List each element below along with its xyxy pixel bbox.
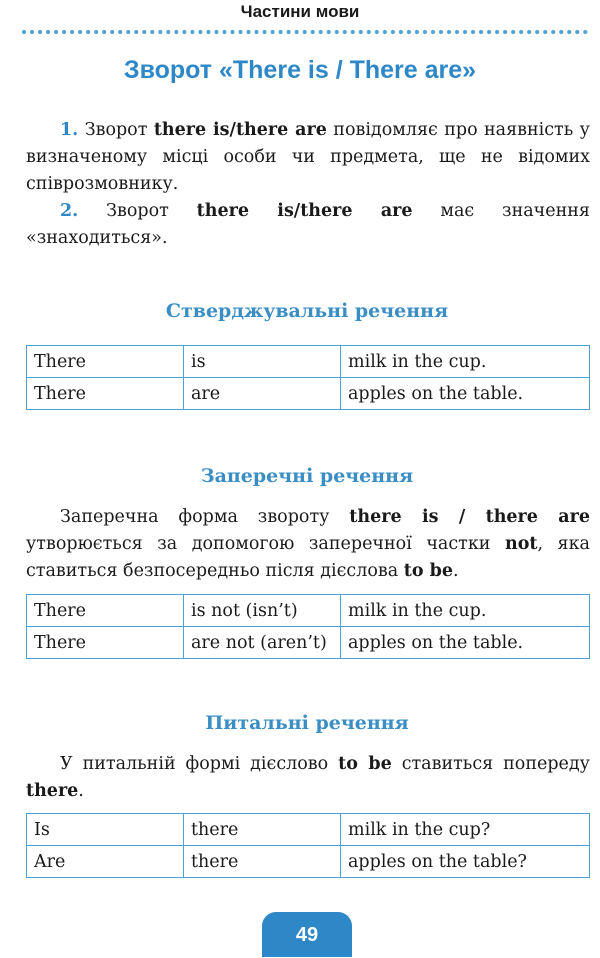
table-cell: are [184,378,341,410]
table-cell: There [27,346,184,378]
rule-keyword: to be [403,561,453,581]
rule-number: 2. [60,201,79,221]
affirmative-table [26,345,590,410]
table-cell: apples on the table. [341,378,590,410]
rule-text: У питальній формі дієслово [60,754,329,774]
table-cell: milk in the cup. [341,595,590,627]
table-row [27,627,590,659]
question-table [26,813,590,878]
table-cell: milk in the cup? [341,814,590,846]
rule-text: Зворот [106,201,169,221]
rule-slash: / [293,201,301,221]
page-title: Зворот «There is / There are» [123,56,477,84]
negative-paragraph [26,504,590,585]
rule-text: ставиться попереду [401,754,590,774]
rule-keyword: there are [235,120,327,140]
rule-keyword: there is / there are [349,507,590,527]
table-row [27,378,590,410]
question-paragraph [26,751,590,805]
rule-text: . [78,781,84,801]
rule-text: має значення «знаходиться». [26,201,590,248]
table-row [27,814,590,846]
rule-text: утворюється за допомогою заперечної частки [26,534,491,554]
table-cell: are not (aren’t) [184,627,341,659]
table-cell: there [184,846,341,878]
rule-keyword: there is [153,120,230,140]
rule-paragraph-1 [26,117,590,198]
table-cell: is not (isn’t) [184,595,341,627]
rule-keyword: not [504,534,538,554]
table-cell: Is [27,814,184,846]
rule-keyword: to be [338,754,392,774]
table-cell: apples on the table? [341,846,590,878]
table-row [27,346,590,378]
table-row [27,595,590,627]
rule-text: Зворот [84,120,148,140]
table-cell: There [27,627,184,659]
table-cell: apples on the table. [341,627,590,659]
rule-text: Заперечна форма звороту [60,507,330,527]
section-heading-negative: Заперечні речення [200,465,414,487]
table-cell: there [184,814,341,846]
table-row [27,846,590,878]
table-cell: is [184,346,341,378]
section-heading-question: Питальні речення [205,712,409,734]
rule-keyword: there [26,781,79,801]
rule-paragraph-2 [26,198,590,252]
table-cell: There [27,378,184,410]
negative-table [26,594,590,659]
table-cell: milk in the cup. [341,346,590,378]
rule-keyword: there are [300,201,413,221]
section-heading-affirmative: Стверджувальні речення [165,300,449,322]
rule-number: 1. [60,120,79,140]
rule-keyword: there is [196,201,294,221]
rule-text: . [452,561,459,581]
rule-slash: / [229,120,236,140]
rule-text: , яка ставиться безпосередньо після дієслова [26,534,590,581]
table-cell: Are [27,846,184,878]
table-cell: There [27,595,184,627]
rule-text: повідомляє про наявність у визначеному місці особи чи предмета, ще не відомих співрозмовнику. [26,120,590,194]
running-header: Частини мови [240,2,360,21]
dotted-divider [22,30,588,34]
page-number: 49 [262,912,352,957]
